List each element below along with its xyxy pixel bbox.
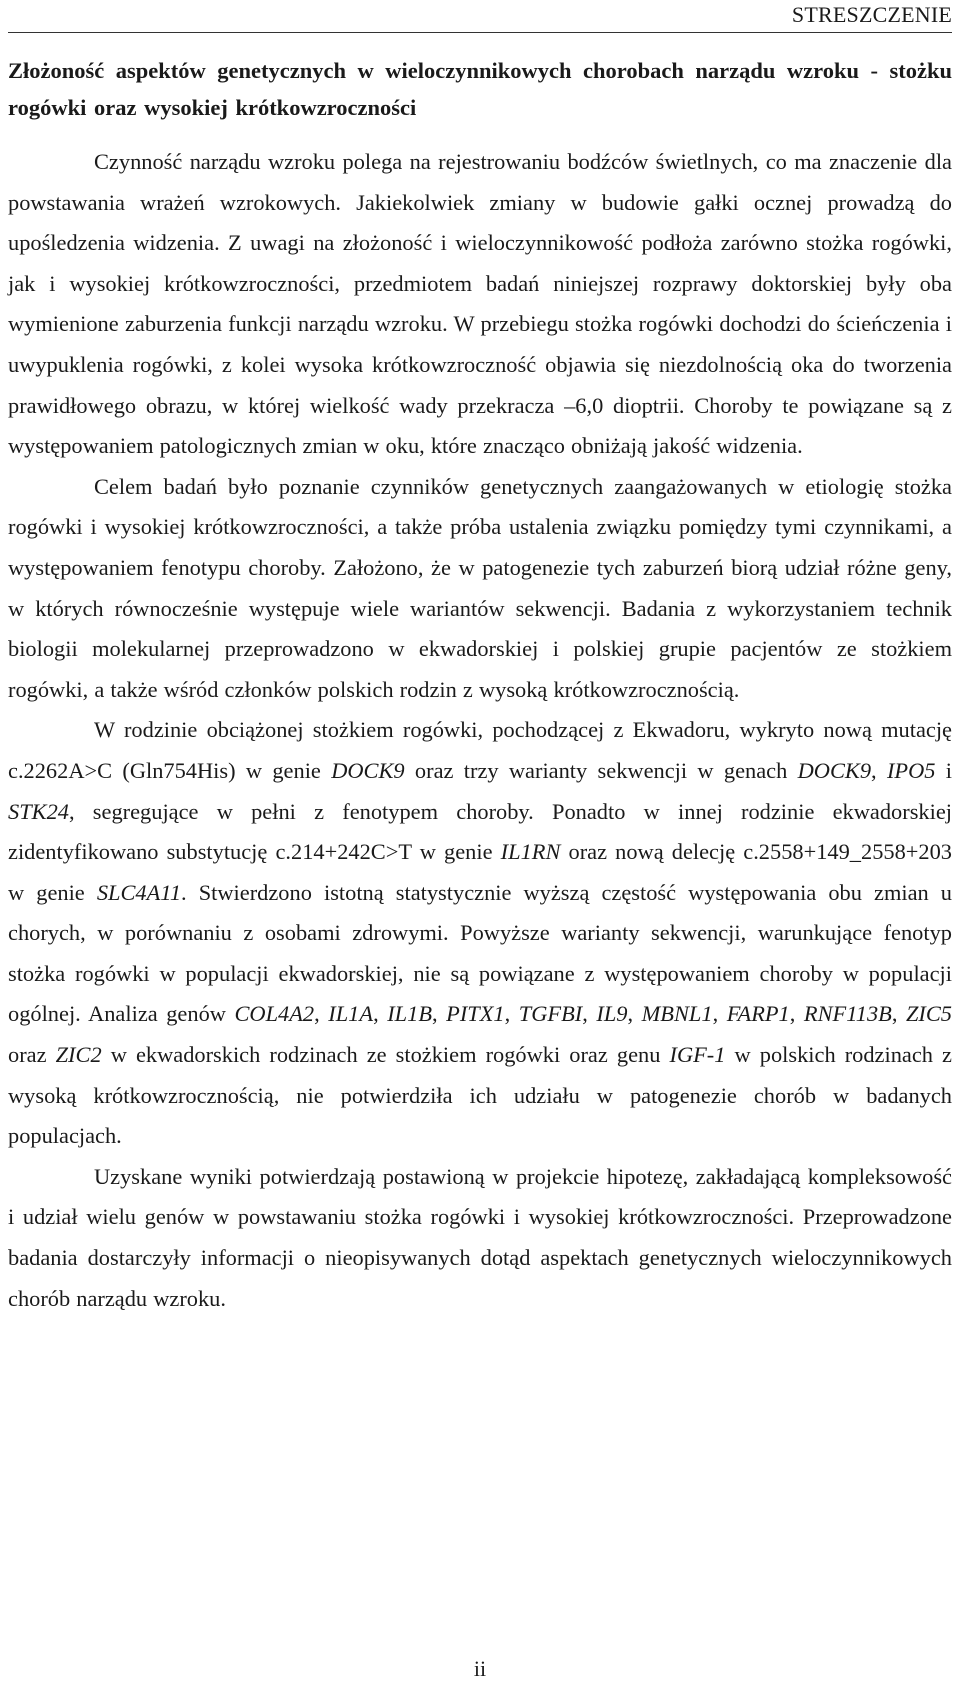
paragraph-3 <box>8 710 952 1157</box>
text-segment: oraz trzy warianty sekwencji w genach <box>404 757 798 783</box>
text-segment: , <box>373 1001 388 1027</box>
text-segment: , <box>504 1001 519 1027</box>
paragraph-2 <box>8 467 952 711</box>
page-number: ii <box>473 1656 487 1681</box>
gene-name: ZIC2 <box>55 1042 102 1068</box>
gene-name: STK24 <box>8 798 69 824</box>
gene-name: TGFBI <box>518 1001 583 1027</box>
text-segment: , <box>314 1001 329 1027</box>
gene-name: IL1B <box>387 1001 433 1027</box>
text-segment: w polskich rodzinach z wysoką krótkowzrocznością, nie potwierdziła ich udziału w patogenezie chorób w badanych populacjach. <box>8 1042 952 1149</box>
text-segment: , <box>712 1001 727 1027</box>
gene-name: DOCK9 <box>331 757 405 783</box>
text-segment: , <box>789 1001 804 1027</box>
header-divider <box>8 32 952 33</box>
text-segment: , <box>627 1001 642 1027</box>
gene-name: MBNL1 <box>641 1001 713 1027</box>
gene-name: IL1A <box>328 1001 374 1027</box>
gene-name: COL4A2 <box>234 1001 315 1027</box>
gene-name: IL9 <box>596 1001 628 1027</box>
text-segment: W rodzinie obciążonej stożkiem rogówki, pochodzącej z Ekwadoru, wykryto nową mutację c.2262A>C (Gln754His) w genie <box>8 717 952 783</box>
gene-name: IL1RN <box>500 839 561 865</box>
text-segment: Celem badań było poznanie czynników genetycznych zaangażowanych w etiologię stożka rogówki i wysokiej krótkowzroczności, a także próba ustalenia związku pomiędzy tymi czynnikami, a występowaniem fenotypu choroby. Założono, że w patogenezie tych zaburzeń biorą udział różne geny, w których równocześnie występuje wiele wariantów sekwencji. Badania z wykorzystaniem technik biologii molekularnej przeprowadzono w ekwadorskiej i polskiej grupie pacjentów ze stożkiem rogówki, a także wśród członków polskich rodzin z wysoką krótkowzrocznością. <box>8 473 952 702</box>
text-segment: w ekwadorskich rodzinach ze stożkiem rogówki oraz genu <box>101 1042 670 1068</box>
paragraph-4 <box>8 1157 952 1319</box>
text-segment: oraz <box>8 1042 56 1068</box>
gene-name: RNF113B <box>803 1001 892 1027</box>
text-segment: Czynność narządu wzroku polega na rejestrowaniu bodźców świetlnych, co ma znaczenie dla powstawania wrażeń wzrokowych. Jakiekolwiek zmiany w budowie gałki ocznej prowadzą do upośledzenia widzenia. Z uwagi na złożoność i wieloczynnikowość podłoża zarówno stożka rogówki, jak i wysokiej krótkowzroczności, przedmiotem badań niniejszej rozprawy doktorskiej były oba wymienione zaburzenia funkcji narządu wzroku. W przebiegu stożka rogówki dochodzi do ścieńczenia i uwypuklenia rogówki, z kolei wysoka krótkowzroczność objawia się niezdolnością oka do tworzenia prawidłowego obrazu, w której wielkość wady przekracza –6,0 dioptrii. Choroby te powiązane są z występowaniem patologicznych zmian w oku, które znacząco obniżają jakość widzenia. <box>8 149 952 459</box>
gene-name: IGF-1 <box>669 1042 726 1068</box>
text-segment: i <box>935 757 952 783</box>
paragraph-1 <box>8 142 952 467</box>
gene-name: FARP1 <box>726 1001 790 1027</box>
gene-name: IPO5 <box>886 757 936 783</box>
text-segment: , segregujące w pełni z fenotypem choroby. Ponadto w innej rodzinie ekwadorskiej zidentyfikowano substytucję c.214+242C>T w genie <box>8 798 952 865</box>
text-segment: oraz nową delecję c.2558+149_2558+203 w genie <box>8 839 952 905</box>
document-page <box>8 0 952 1693</box>
gene-name: PITX1 <box>446 1001 505 1027</box>
text-segment: , <box>582 1001 597 1027</box>
text-segment: . Stwierdzono istotną statystycznie wyższą częstość występowania obu zmian u chorych, w porównaniu z osobami zdrowymi. Powyższe warianty sekwencji, warunkujące fenotyp stożka rogówki w populacji ekwadorskiej, nie są powiązane z występowaniem choroby w populacji ogólnej. Analiza genów <box>8 879 953 1027</box>
text-segment: Uzyskane wyniki potwierdzają postawioną w projekcie hipotezę, zakładającą kompleksowość i udział wielu genów w powstawaniu stożka rogówki i wysokiej krótkowzroczności. Przeprowadzone badania dostarczyły informacji o nieopisywanych dotąd aspektach genetycznych wieloczynnikowych chorób narządu wzroku. <box>8 1163 952 1311</box>
text-segment: , <box>871 757 887 783</box>
section-header: STRESZCZENIE <box>791 2 952 27</box>
document-title: Złożoność aspektów genetycznych w wieloczynnikowych chorobach narządu wzroku - stożku rogówki oraz wysokiej krótkowzroczności <box>8 58 952 120</box>
gene-name: DOCK9 <box>797 757 872 783</box>
gene-name: ZIC5 <box>905 1001 953 1027</box>
text-segment: , <box>891 1001 906 1027</box>
text-segment: , <box>432 1001 447 1027</box>
abstract-body <box>8 142 952 1319</box>
gene-name: SLC4A11 <box>96 879 182 905</box>
